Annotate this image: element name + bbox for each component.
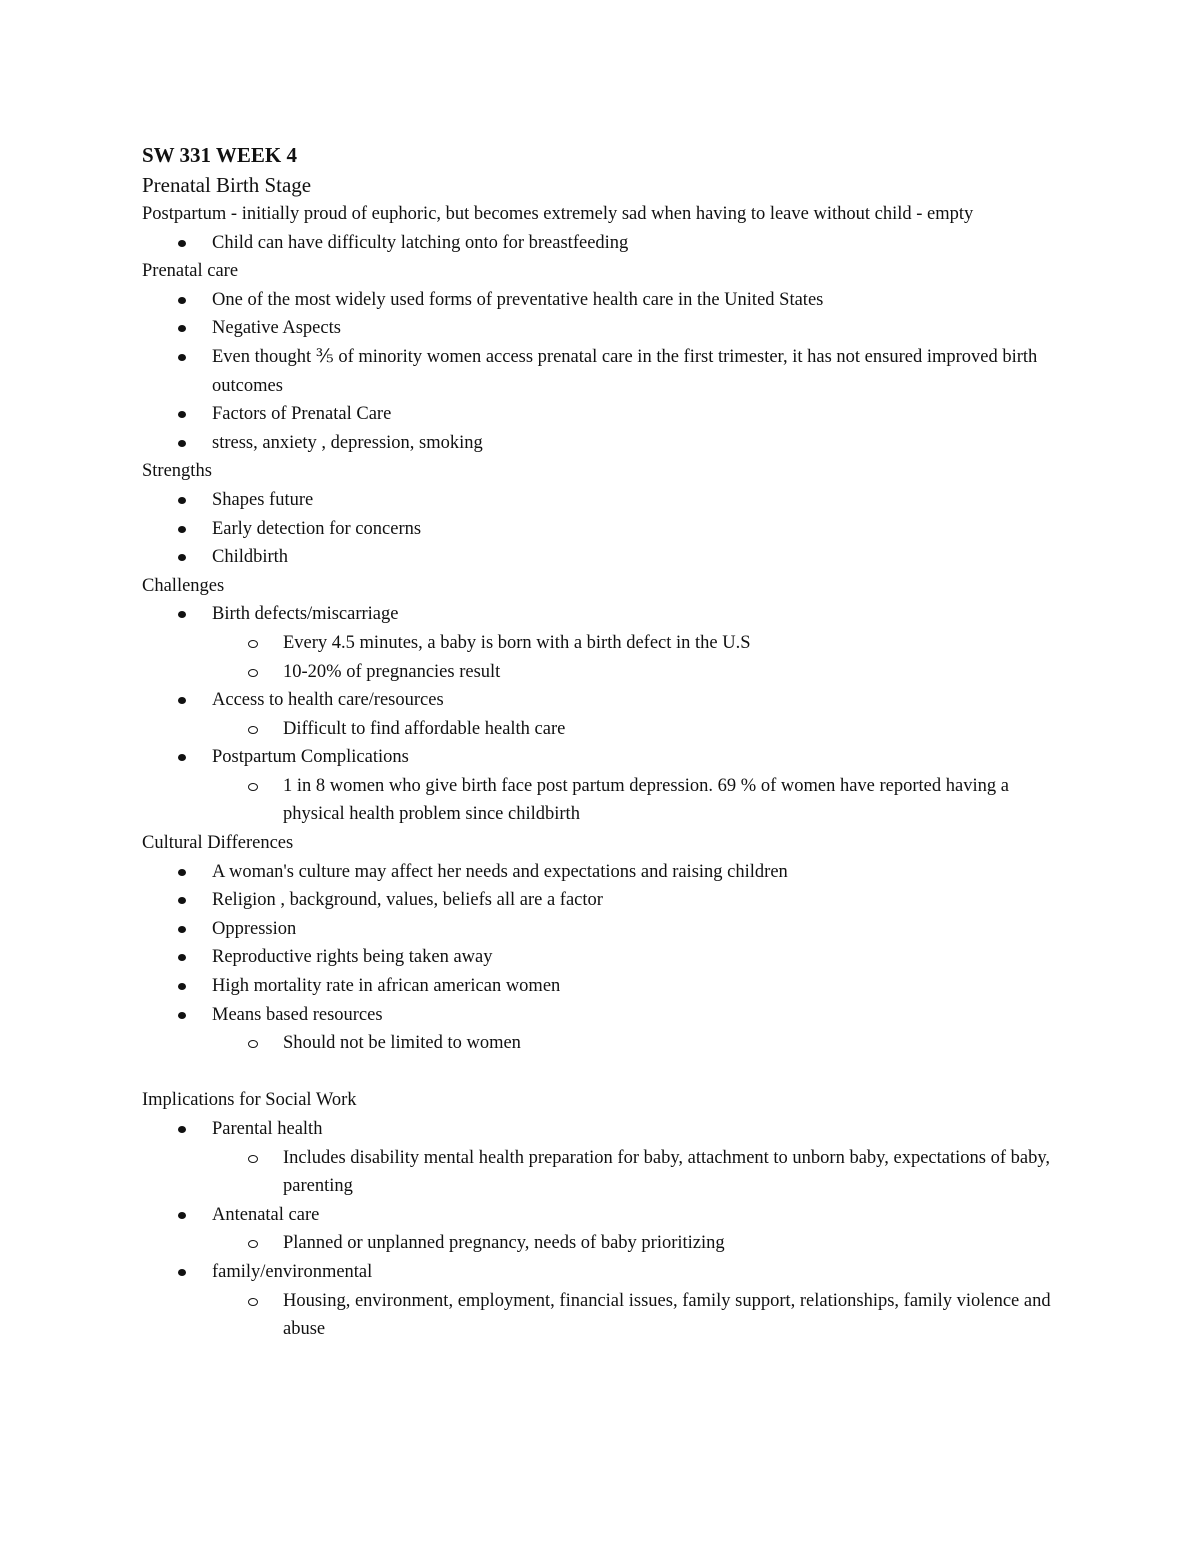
sub-list-item-text: 1 in 8 women who give birth face post partum depression. 69 % of women have reported having a physical health problem since childbirth: [283, 775, 1009, 825]
document-page: [142, 140, 1062, 1344]
list-item-text: family/environmental: [212, 1261, 373, 1282]
list-item: [142, 943, 1062, 972]
bullet-icon: [178, 1012, 186, 1019]
hollow-bullet-icon: [248, 1155, 258, 1163]
list-item-text: stress, anxiety , depression, smoking: [212, 432, 483, 453]
sub-list-item: [142, 1287, 1062, 1344]
implications-list: [142, 1115, 1062, 1344]
bullet-icon: [178, 325, 186, 332]
sub-list-item: [142, 1029, 1062, 1058]
sub-list-item: [142, 658, 1062, 687]
list-item-text: Factors of Prenatal Care: [212, 404, 392, 425]
postpartum-paragraph: Postpartum - initially proud of euphoric, but becomes extremely sad when having to leave without child - empty: [142, 204, 974, 224]
list-item-text: Oppression: [212, 918, 297, 939]
list-item-text: Religion , background, values, beliefs all are a factor: [212, 890, 603, 911]
blank-line: [142, 1058, 1062, 1087]
list-item-text: Shapes future: [212, 489, 314, 510]
hollow-bullet-icon: [248, 726, 258, 734]
sub-list-item-text: 10-20% of pregnancies result: [283, 661, 501, 682]
list-item-text: Parental health: [212, 1119, 323, 1139]
sub-list-item-text: Housing, environment, employment, financial issues, family support, relationships, family violence and abuse: [283, 1290, 1051, 1340]
list-item-text: Access to health care/resources: [212, 690, 444, 711]
bullet-icon: [178, 954, 186, 961]
list-item-text: Antenatal care: [212, 1204, 320, 1225]
sub-list-item: [142, 1229, 1062, 1258]
hollow-bullet-icon: [248, 1298, 258, 1306]
bullet-icon: [178, 554, 186, 561]
prenatal-care-list: [142, 286, 1062, 458]
hollow-bullet-icon: [248, 783, 258, 791]
list-item-text: A woman's culture may affect her needs and expectations and raising children: [212, 861, 788, 882]
bullet-icon: [178, 869, 186, 876]
bullet-icon: [178, 240, 186, 247]
list-item-text: Even thought ⅗ of minority women access prenatal care in the first trimester, it has not ensured improved birth outcomes: [212, 346, 1038, 396]
bullet-icon: [178, 297, 186, 304]
section-heading-strengths: Strengths: [142, 461, 212, 482]
sub-list-item: [142, 715, 1062, 744]
section-heading-prenatal-care: Prenatal care: [142, 261, 239, 282]
bullet-icon: [178, 1126, 186, 1133]
sub-list-item: [142, 1144, 1062, 1201]
document-subtitle: Prenatal Birth Stage: [142, 173, 312, 197]
list-item-text: One of the most widely used forms of preventative health care in the United States: [212, 289, 824, 310]
bullet-icon: [178, 440, 186, 447]
postpartum-list: [142, 229, 1062, 258]
list-item-text: Early detection for concerns: [212, 518, 422, 539]
list-item: [142, 1115, 1062, 1144]
bullet-icon: [178, 526, 186, 533]
hollow-bullet-icon: [248, 640, 258, 648]
list-item-text: Means based resources: [212, 1004, 383, 1025]
bullet-icon: [178, 611, 186, 618]
list-item: [142, 858, 1062, 887]
list-item: [142, 543, 1062, 572]
sub-list-item: [142, 629, 1062, 658]
list-item-text: Negative Aspects: [212, 318, 341, 339]
sub-list-item-text: Planned or unplanned pregnancy, needs of baby prioritizing: [283, 1233, 725, 1254]
list-item-text: Postpartum Complications: [212, 747, 409, 768]
list-item-text: Child can have difficulty latching onto for breastfeeding: [212, 232, 629, 253]
bullet-icon: [178, 1269, 186, 1276]
list-item: [142, 972, 1062, 1001]
list-item: [142, 686, 1062, 715]
strengths-list: [142, 486, 1062, 572]
sub-list-item-text: Difficult to find affordable health care: [283, 718, 566, 739]
bullet-icon: [178, 497, 186, 504]
list-item: [142, 1001, 1062, 1030]
list-item: [142, 486, 1062, 515]
cultural-differences-list: [142, 858, 1062, 1058]
bullet-icon: [178, 754, 186, 761]
hollow-bullet-icon: [248, 1040, 258, 1048]
section-heading-cultural-differences: Cultural Differences: [142, 833, 294, 854]
list-item-text: High mortality rate in african american women: [212, 976, 561, 997]
list-item: [142, 743, 1062, 772]
list-item-text: Childbirth: [212, 547, 289, 568]
list-item: [142, 343, 1062, 400]
hollow-bullet-icon: [248, 669, 258, 677]
bullet-icon: [178, 983, 186, 990]
bullet-icon: [178, 926, 186, 933]
document-title: SW 331 WEEK 4: [142, 143, 298, 167]
list-item: [142, 515, 1062, 544]
list-item-text: Birth defects/miscarriage: [212, 604, 399, 625]
list-item: [142, 600, 1062, 629]
bullet-icon: [178, 1212, 186, 1219]
list-item: [142, 400, 1062, 429]
sub-list-item-text: Includes disability mental health preparation for baby, attachment to unborn baby, expectations of baby, parenting: [283, 1147, 1050, 1197]
bullet-icon: [178, 354, 186, 361]
list-item: [142, 229, 1062, 258]
list-item: [142, 314, 1062, 343]
bullet-icon: [178, 897, 186, 904]
list-item-text: Reproductive rights being taken away: [212, 947, 493, 968]
list-item: [142, 429, 1062, 458]
bullet-icon: [178, 697, 186, 704]
sub-list-item: [142, 772, 1062, 829]
hollow-bullet-icon: [248, 1240, 258, 1248]
list-item: [142, 886, 1062, 915]
list-item: [142, 286, 1062, 315]
bullet-icon: [178, 411, 186, 418]
challenges-list: [142, 600, 1062, 829]
section-heading-challenges: Challenges: [142, 575, 225, 596]
list-item: [142, 1258, 1062, 1287]
list-item: [142, 915, 1062, 944]
sub-list-item-text: Every 4.5 minutes, a baby is born with a birth defect in the U.S: [283, 632, 751, 653]
sub-list-item-text: Should not be limited to women: [283, 1033, 521, 1054]
list-item: [142, 1201, 1062, 1230]
section-heading-implications: Implications for Social Work: [142, 1090, 357, 1111]
